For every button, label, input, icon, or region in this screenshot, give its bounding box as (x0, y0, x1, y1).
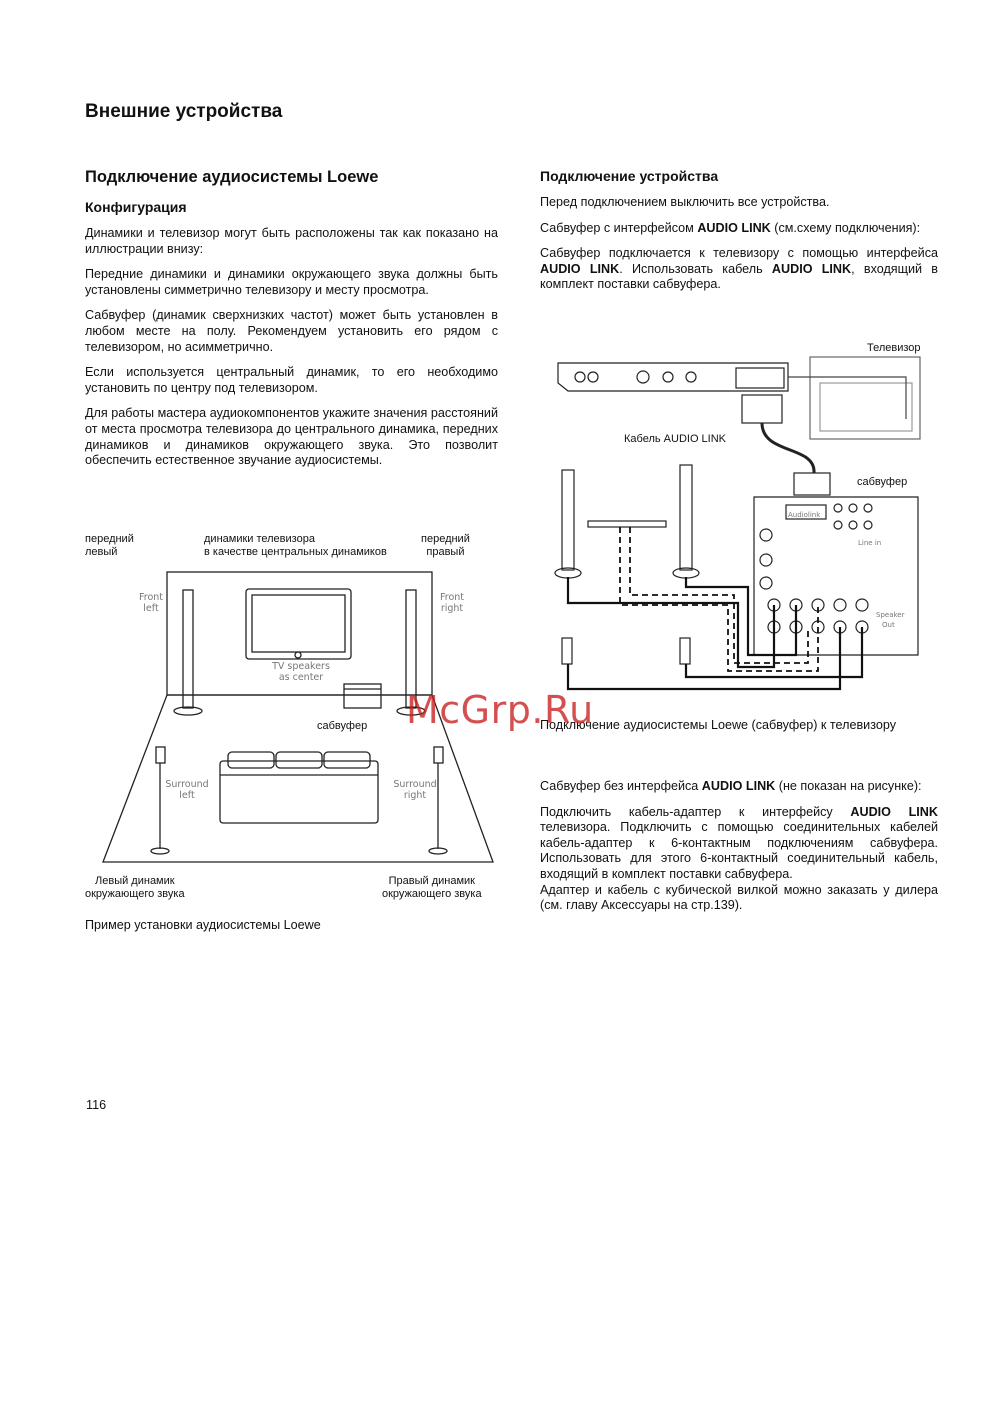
sofa (220, 761, 378, 823)
panel-speaker-out-text: Speaker (876, 611, 905, 619)
text-surround-left: Surround (165, 779, 209, 790)
text-surround-right: Surround (393, 779, 437, 790)
paragraph: Передние динамики и динамики окружающего звука должны быть установлены симметрично телевизору и месту просмотра. (85, 267, 498, 297)
subwoofer-box (344, 684, 381, 708)
label-tv-speakers: динамики телевизора в качестве центральных динамиков (204, 533, 387, 558)
subsection-title: Конфигурация (85, 199, 187, 215)
front-left-speaker (183, 590, 193, 708)
tv-screen (252, 595, 345, 652)
svg-text:as center: as center (278, 672, 324, 683)
audio-link-cable (762, 423, 814, 473)
page-title: Внешние устройства (85, 101, 283, 122)
text-tv-speakers: TV speakers (272, 661, 330, 672)
tv-shape (246, 589, 351, 659)
paragraph: Сабвуфер без интерфейса AUDIO LINK (не показан на рисунке): (540, 779, 922, 793)
surround-left-speaker (156, 747, 165, 763)
paragraph: Перед подключением выключить все устройства. (540, 195, 830, 209)
svg-text:left: left (143, 603, 159, 614)
center-speaker (588, 521, 666, 527)
text-front-left: Front (138, 592, 164, 603)
label-subwoofer-right: сабвуфер (857, 476, 908, 488)
surround-right-speaker (434, 747, 443, 763)
paragraph: Для работы мастера аудиокомпонентов укажите значения расстояний от места просмотра телевизора до центрального динамика, передних динамиков и динамиков окружающего звука. Это позволит обеспечить естественное звучание аудиосистемы. (85, 406, 498, 468)
paragraph: Сабвуфер (динамик сверхнизких частот) может быть установлен в любом месте на полу. Рекомендуем установить его рядом с телевизором, но асимметрично. (85, 308, 498, 354)
front-speaker-right (680, 465, 692, 570)
page-number: 116 (86, 1098, 107, 1112)
paragraph: Если используется центральный динамик, то его необходимо установить по центру под телевизором. (85, 365, 498, 395)
paragraph: Динамики и телевизор могут быть расположены так как показано на иллюстрации внизу: (85, 226, 498, 256)
panel-audiolink-text: Audiolink (788, 511, 821, 519)
front-speaker-left (562, 470, 574, 570)
tv-back (810, 357, 920, 439)
surround-speaker-right (680, 638, 690, 664)
label-surround-left: Левый динамик окружающего звука (85, 875, 185, 900)
subwoofer-plug (794, 473, 830, 495)
connection-diagram (548, 355, 940, 695)
svg-text:left: left (179, 790, 195, 801)
paragraph: Подключить кабель-адаптер к интерфейсу AUDIO LINK телевизора. Подключить с помощью соединительных кабелей кабель-адаптер к 6-контактным подключениям сабвуфера. Использовать для этого 6-контактный соединительный кабель, входящий в комплект поставки сабвуфера. (540, 804, 938, 881)
left-text-block (85, 226, 498, 469)
section-title-left: Подключение аудиосистемы Loewe (85, 168, 379, 186)
svg-text:right: right (440, 603, 464, 614)
right-text-block-bottom (540, 779, 938, 914)
label-tv: Телевизор (867, 342, 921, 354)
label-surround-right: Правый динамик окружающего звука (382, 875, 482, 900)
label-subwoofer: сабвуфер (317, 720, 368, 732)
left-figure-caption: Пример установки аудиосистемы Loewe (85, 918, 321, 932)
svg-text:right: right (403, 790, 427, 801)
surround-speaker-left (562, 638, 572, 664)
panel-line-in-text: Line in (858, 539, 882, 547)
right-diagram-caption: Подключение аудиосистемы Loewe (сабвуфер) к телевизору (540, 718, 896, 732)
paragraph: Сабвуфер подключается к телевизору с помощью интерфейса AUDIO LINK. Использовать кабель AUDIO LINK, входящий в комплект поставки сабвуфера. (540, 246, 938, 292)
label-front-left: передний левый (85, 533, 134, 558)
watermark: McGrp.Ru (406, 688, 594, 732)
label-front-right: передний правый (421, 533, 470, 558)
right-text-block-top (540, 195, 938, 293)
section-title-right: Подключение устройства (540, 168, 719, 184)
text-front-right: Front (439, 592, 465, 603)
paragraph: Сабвуфер с интерфейсом AUDIO LINK (см.схему подключения): (540, 220, 921, 235)
svg-text:Out: Out (882, 621, 895, 629)
label-audio-link-cable: Кабель AUDIO LINK (624, 433, 727, 445)
audio-link-plug (742, 395, 782, 423)
audio-link-port (736, 368, 784, 388)
paragraph: Адаптер и кабель с кубической вилкой можно заказать у дилера (см. главу Аксессуары на стр.139). (540, 882, 938, 913)
